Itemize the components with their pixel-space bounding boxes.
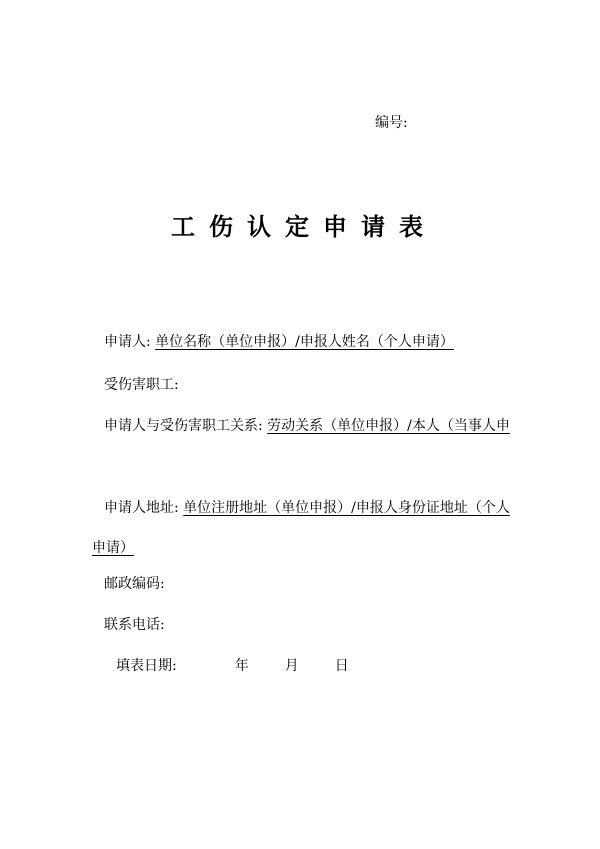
fill-date-day: 日 xyxy=(334,658,349,674)
fill-date-label: 填表日期: xyxy=(116,658,177,674)
postal-code-field xyxy=(92,564,512,604)
address-label: 申请人地址: xyxy=(104,500,179,516)
injured-worker-label: 受伤害职工: xyxy=(104,377,179,393)
relationship-label: 申请人与受伤害职工关系: xyxy=(104,418,263,434)
phone-label: 联系电话: xyxy=(104,617,165,633)
fill-date-month: 月 xyxy=(284,658,299,674)
phone-field xyxy=(92,605,512,645)
address-field xyxy=(92,488,512,568)
fill-date-field xyxy=(92,646,512,686)
relationship-value: 劳动关系（单位申报）/本人（当事人申 xyxy=(267,418,510,434)
applicant-value: 单位名称（单位申报）/申报人姓名（个人申请） xyxy=(155,334,454,350)
address-value: 单位注册地址（单位申报）/申报人身份证地址（个人申请） xyxy=(92,500,510,556)
applicant-label: 申请人: xyxy=(104,334,151,350)
injured-worker-field xyxy=(92,365,512,405)
form-title: 工伤认定申请表 xyxy=(171,212,437,241)
applicant-field xyxy=(92,322,512,362)
serial-number-label: 编号: xyxy=(375,115,408,131)
fill-date-year: 年 xyxy=(234,658,249,674)
postal-code-label: 邮政编码: xyxy=(104,576,165,592)
relationship-field xyxy=(92,406,512,446)
